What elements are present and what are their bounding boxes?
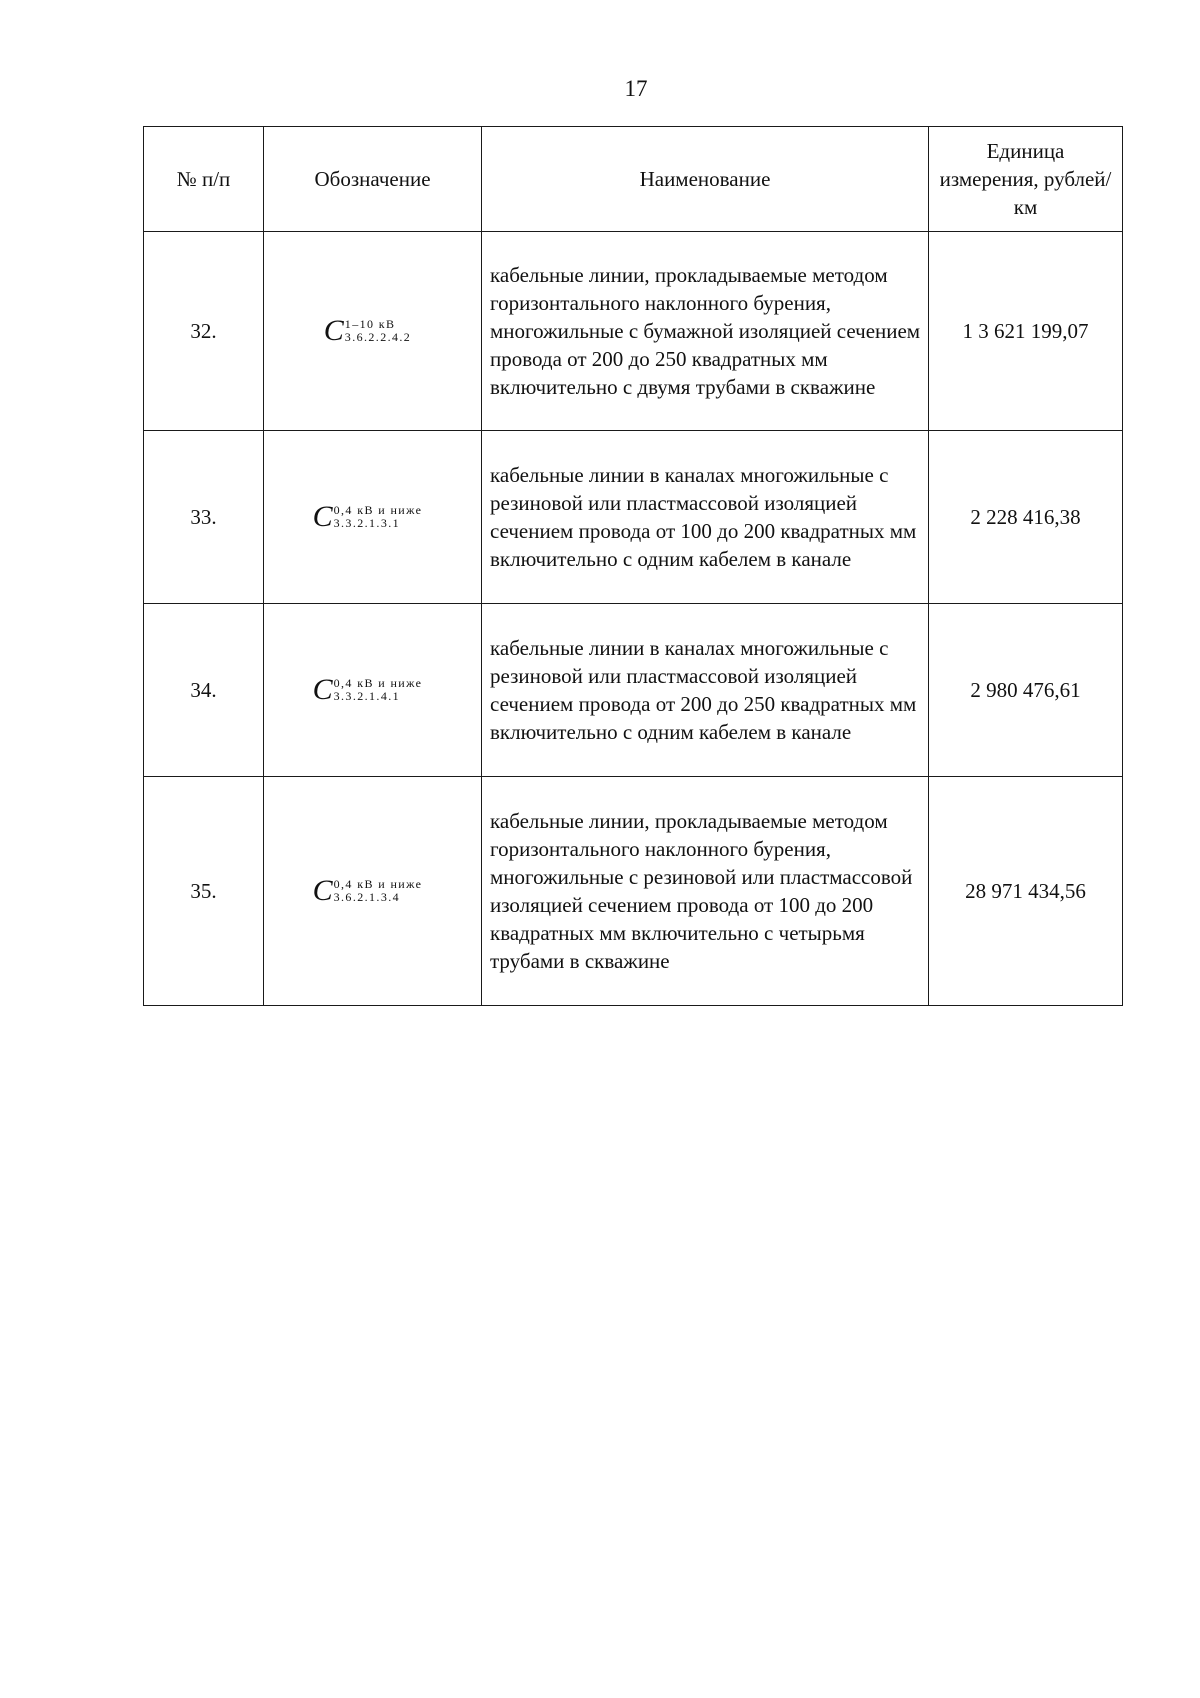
row-number: 32. — [144, 232, 264, 431]
symbol-subscript: 3.3.2.1.4.1 — [333, 688, 401, 703]
tariff-table — [143, 126, 1123, 1006]
symbol-letter: C — [312, 672, 333, 706]
row-value: 28 971 434,56 — [929, 777, 1123, 1006]
row-code — [264, 232, 482, 431]
symbol-subscript: 3.6.2.2.4.2 — [344, 329, 412, 344]
symbol-subscript: 3.3.2.1.3.1 — [333, 515, 401, 530]
row-number: 34. — [144, 604, 264, 777]
row-code — [264, 777, 482, 1006]
table-row — [144, 431, 1123, 604]
row-number: 35. — [144, 777, 264, 1006]
table-header-row — [144, 127, 1123, 232]
table-row — [144, 604, 1123, 777]
symbol-superscript: 0,4 кВ и ниже — [333, 502, 423, 517]
table-row — [144, 232, 1123, 431]
symbol-superscript: 0,4 кВ и ниже — [333, 876, 423, 891]
row-value: 2 228 416,38 — [929, 431, 1123, 604]
row-name: кабельные линии, прокладываемые методом горизонтального наклонного бурения, многожильные с бумажной изоляцией сечением провода от 200 до 250 квадратных мм включительно с двумя трубами в скважине — [482, 232, 929, 431]
header-unit: Единица измерения, рублей/км — [929, 127, 1123, 232]
row-value: 1 3 621 199,07 — [929, 232, 1123, 431]
row-value: 2 980 476,61 — [929, 604, 1123, 777]
header-number: № п/п — [144, 127, 264, 232]
symbol-subscript: 3.6.2.1.3.4 — [333, 889, 401, 904]
tariff-symbol — [312, 672, 423, 706]
table-row — [144, 777, 1123, 1006]
row-name: кабельные линии в каналах многожильные с резиновой или пластмассовой изоляцией сечением провода от 200 до 250 квадратных мм включительно с одним кабелем в канале — [482, 604, 929, 777]
page-number: 17 — [624, 76, 648, 101]
row-code — [264, 431, 482, 604]
tariff-symbol — [312, 499, 423, 533]
symbol-superscript: 1–10 кВ — [344, 316, 396, 331]
symbol-letter: C — [312, 499, 333, 533]
header-code: Обозначение — [264, 127, 482, 232]
row-name: кабельные линии в каналах многожильные с резиновой или пластмассовой изоляцией сечением провода от 100 до 200 квадратных мм включительно с одним кабелем в канале — [482, 431, 929, 604]
symbol-superscript: 0,4 кВ и ниже — [333, 675, 423, 690]
row-code — [264, 604, 482, 777]
header-name: Наименование — [482, 127, 929, 232]
symbol-letter: C — [323, 313, 344, 347]
row-name: кабельные линии, прокладываемые методом горизонтального наклонного бурения, многожильные с резиновой или пластмассовой изоляцией сечением провода от 100 до 200 квадратных мм включительно с четырьмя трубами в скважине — [482, 777, 929, 1006]
tariff-symbol — [323, 313, 412, 347]
tariff-symbol — [312, 873, 423, 907]
row-number: 33. — [144, 431, 264, 604]
symbol-letter: C — [312, 873, 333, 907]
